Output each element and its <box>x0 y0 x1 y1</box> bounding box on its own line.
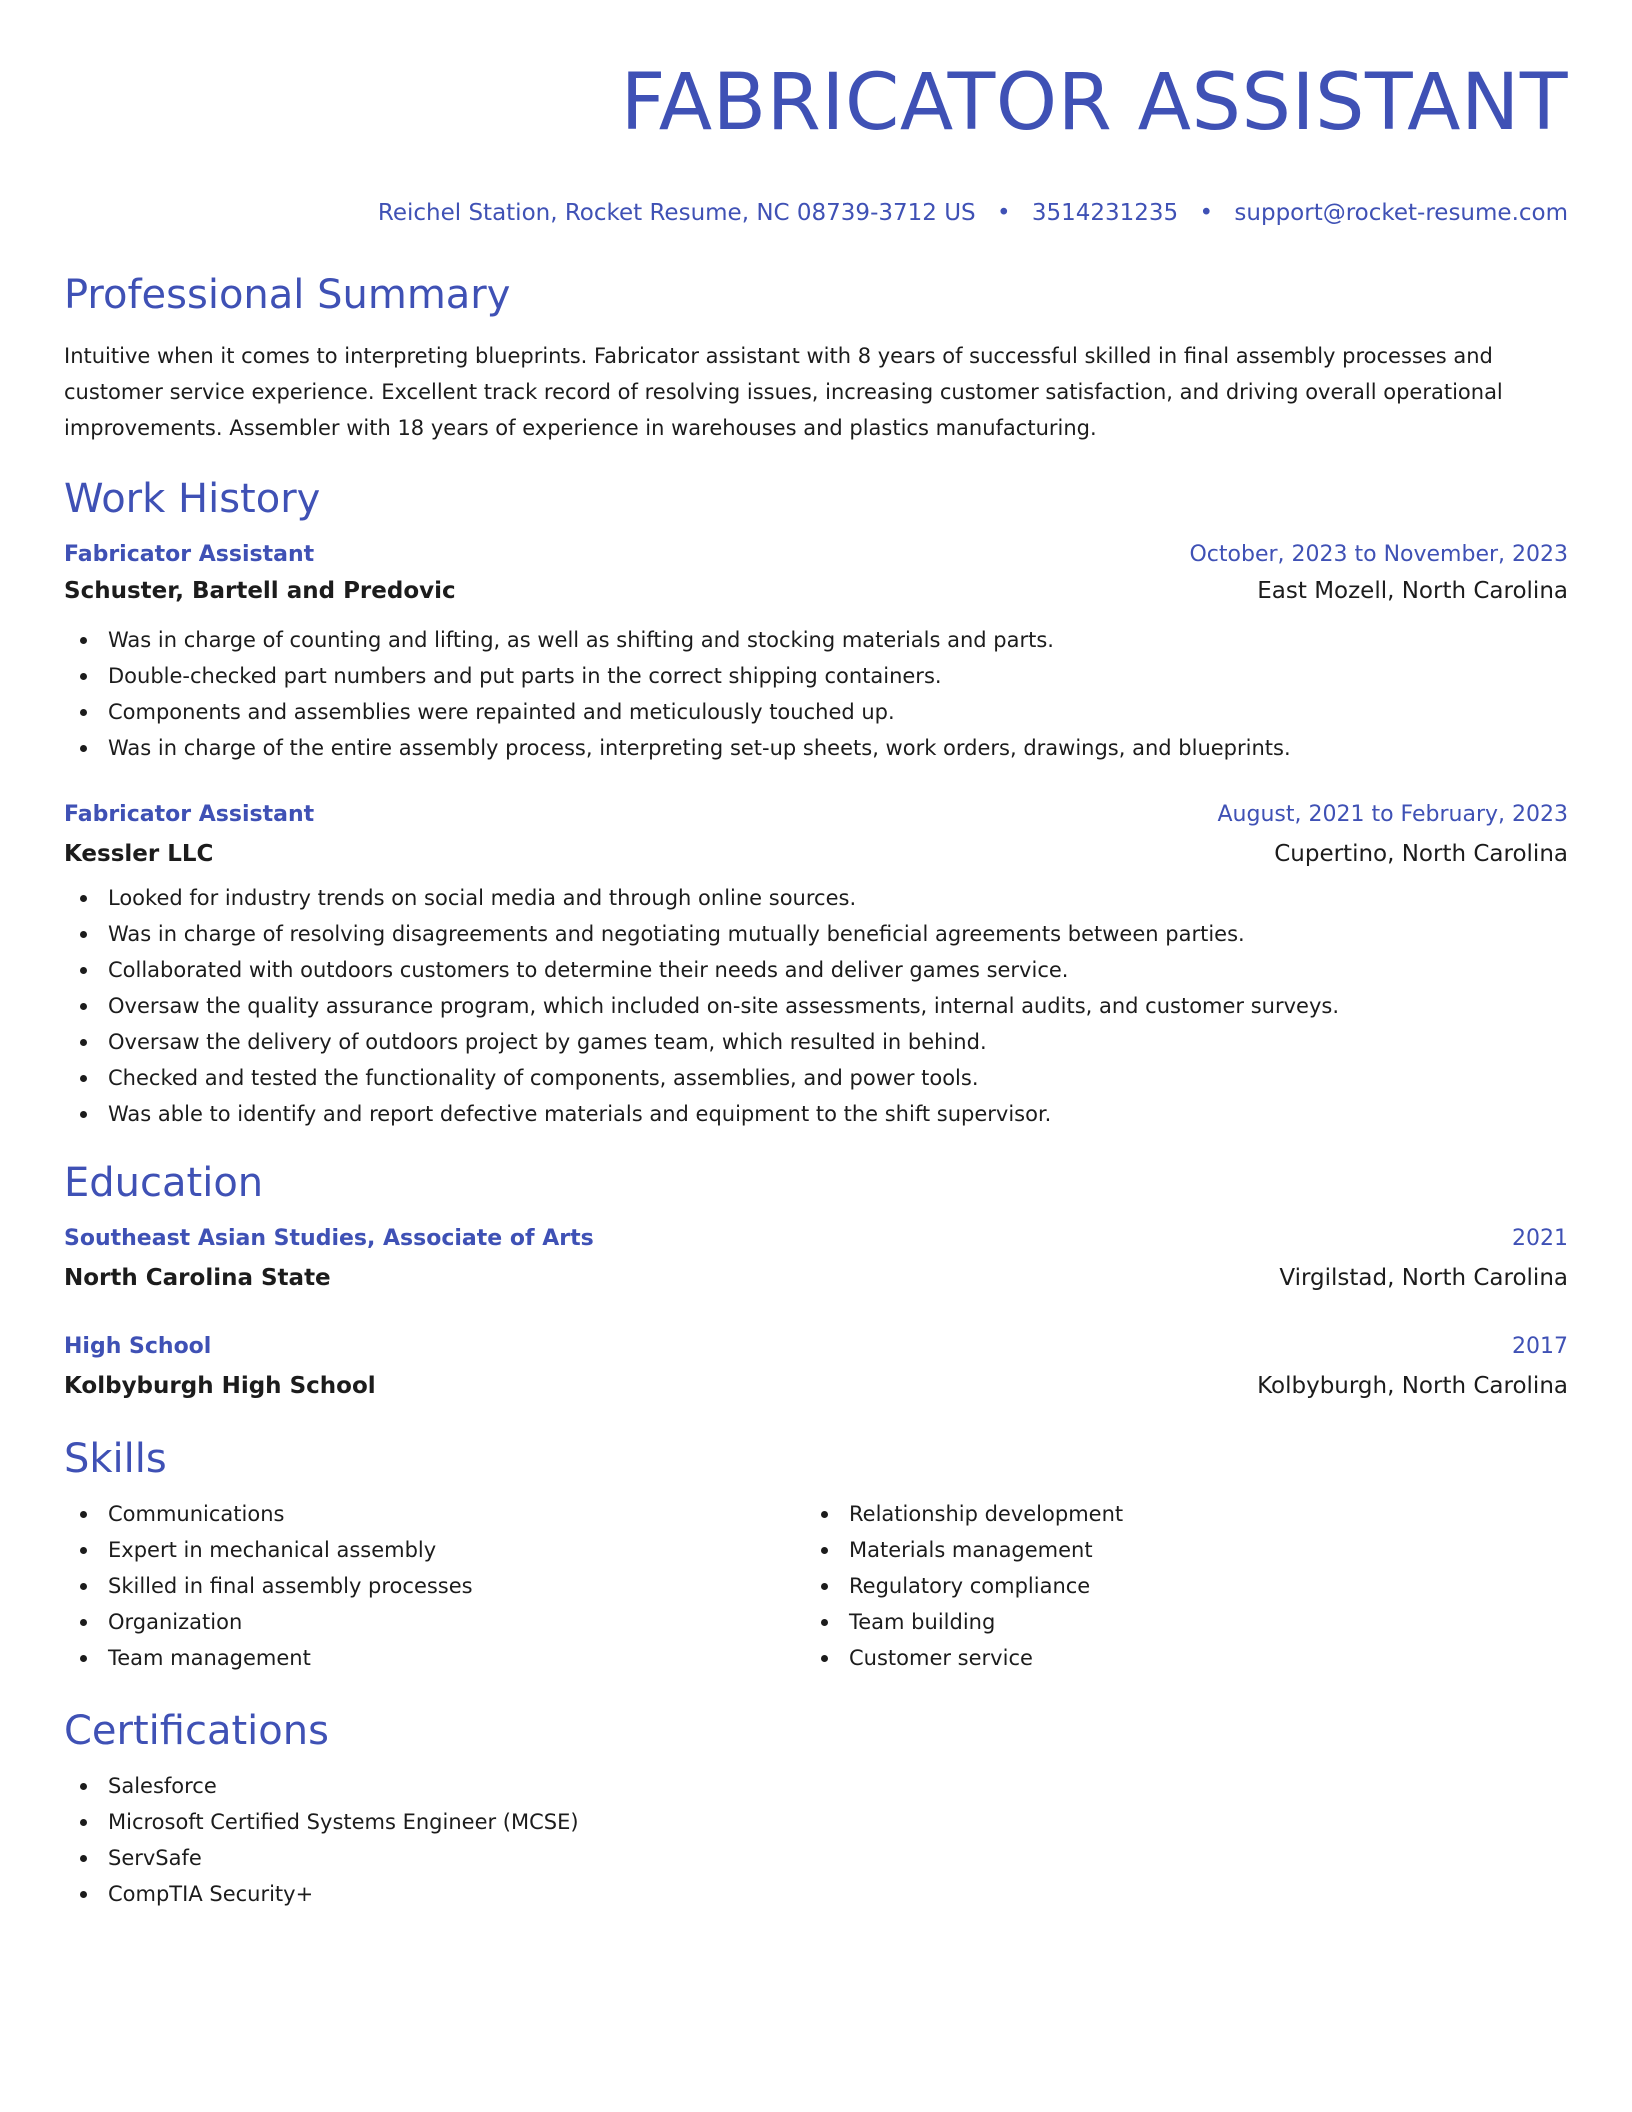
contact-email: support@rocket-resume.com <box>1234 200 1568 226</box>
job-bullet: Components and assemblies were repainted and meticulously touched up. <box>64 694 1568 730</box>
job-bullet: Was able to identify and report defective materials and equipment to the shift supervisor. <box>64 1096 1568 1132</box>
job-dates: October, 2023 to November, 2023 <box>1189 542 1568 567</box>
education-school: North Carolina State <box>64 1265 331 1291</box>
education-subheader <box>64 1262 1568 1294</box>
education-section <box>64 1158 1568 1402</box>
certification-item: ServSafe <box>64 1840 1568 1876</box>
certifications-section <box>64 1706 1568 1912</box>
skills-columns <box>64 1496 1568 1676</box>
work-history-section <box>64 474 1568 1132</box>
education-header <box>64 1332 1568 1362</box>
education-location: Kolbyburgh, North Carolina <box>1257 1373 1568 1399</box>
job-bullets <box>64 622 1568 766</box>
skill-item: Regulatory compliance <box>805 1568 1546 1604</box>
job-bullet: Looked for industry trends on social media and through online sources. <box>64 880 1568 916</box>
job-role: Fabricator Assistant <box>64 542 315 567</box>
contact-separator: • <box>996 200 1011 226</box>
job-header <box>64 800 1568 830</box>
education-year: 2021 <box>1512 1226 1568 1251</box>
skill-item: Team management <box>64 1640 805 1676</box>
job-bullet: Was in charge of resolving disagreements and negotiating mutually beneficial agreements between parties. <box>64 916 1568 952</box>
job-bullet: Double-checked part numbers and put parts in the correct shipping containers. <box>64 658 1568 694</box>
job-role: Fabricator Assistant <box>64 802 315 827</box>
job-location: Cupertino, North Carolina <box>1274 841 1568 867</box>
certification-item: CompTIA Security+ <box>64 1876 1568 1912</box>
education-location: Virgilstad, North Carolina <box>1279 1265 1568 1291</box>
skill-item: Organization <box>64 1604 805 1640</box>
job-bullet: Was in charge of counting and lifting, as well as shifting and stocking materials and parts. <box>64 622 1568 658</box>
certification-item: Salesforce <box>64 1768 1568 1804</box>
education-year: 2017 <box>1512 1334 1568 1359</box>
certifications-heading: Certifications <box>64 1708 329 1754</box>
education-subheader <box>64 1370 1568 1402</box>
contact-line <box>64 198 1568 228</box>
certifications-list <box>64 1768 1568 1912</box>
education-degree: High School <box>64 1334 212 1359</box>
contact-phone: 3514231235 <box>1031 200 1179 226</box>
education-school: Kolbyburgh High School <box>64 1373 376 1399</box>
job-bullets <box>64 880 1568 1132</box>
job-company: Kessler LLC <box>64 841 214 867</box>
job-bullet: Was in charge of the entire assembly process, interpreting set-up sheets, work orders, drawings, and blueprints. <box>64 730 1568 766</box>
skills-list-left <box>64 1496 805 1676</box>
job-entry <box>64 800 1568 1132</box>
education-heading: Education <box>64 1160 264 1206</box>
summary-section <box>64 270 1568 446</box>
contact-address: Reichel Station, Rocket Resume, NC 08739-3712 US <box>377 200 976 226</box>
job-entry <box>64 540 1568 766</box>
job-company: Schuster, Bartell and Predovic <box>64 578 456 604</box>
work-history-heading: Work History <box>64 476 321 522</box>
skill-item: Communications <box>64 1496 805 1532</box>
job-bullet: Collaborated with outdoors customers to determine their needs and deliver games service. <box>64 952 1568 988</box>
skill-item: Materials management <box>805 1532 1546 1568</box>
certification-item: Microsoft Certified Systems Engineer (MCSE) <box>64 1804 1568 1840</box>
job-dates: August, 2021 to February, 2023 <box>1217 802 1568 827</box>
education-degree: Southeast Asian Studies, Associate of Arts <box>64 1226 594 1251</box>
resume-name: FABRICATOR ASSISTANT <box>620 58 1568 148</box>
skill-item: Team building <box>805 1604 1546 1640</box>
contact-separator: • <box>1199 200 1214 226</box>
skill-item: Relationship development <box>805 1496 1546 1532</box>
skills-list-right <box>805 1496 1546 1676</box>
job-header <box>64 540 1568 570</box>
job-bullet: Oversaw the quality assurance program, which included on-site assessments, internal audits, and customer surveys. <box>64 988 1568 1024</box>
skill-item: Expert in mechanical assembly <box>64 1532 805 1568</box>
job-subheader <box>64 575 1568 607</box>
skill-item: Customer service <box>805 1640 1546 1676</box>
summary-heading: Professional Summary <box>64 272 511 318</box>
education-header <box>64 1224 1568 1254</box>
education-entry <box>64 1332 1568 1402</box>
summary-text: Intuitive when it comes to interpreting blueprints. Fabricator assistant with 8 years of successful skilled in final assembly processes and customer service experience. Excellent track record of resolving issues, increasing customer satisfaction, and driving overall operational improvements. Assembler with 18 years of experience in warehouses and plastics manufacturing. <box>64 344 1503 440</box>
skill-item: Skilled in final assembly processes <box>64 1568 805 1604</box>
job-bullet: Oversaw the delivery of outdoors project by games team, which resulted in behind. <box>64 1024 1568 1060</box>
job-bullet: Checked and tested the functionality of components, assemblies, and power tools. <box>64 1060 1568 1096</box>
education-entry <box>64 1224 1568 1294</box>
skills-section <box>64 1434 1568 1676</box>
job-subheader <box>64 838 1568 870</box>
skills-heading: Skills <box>64 1436 167 1482</box>
job-location: East Mozell, North Carolina <box>1257 578 1568 604</box>
